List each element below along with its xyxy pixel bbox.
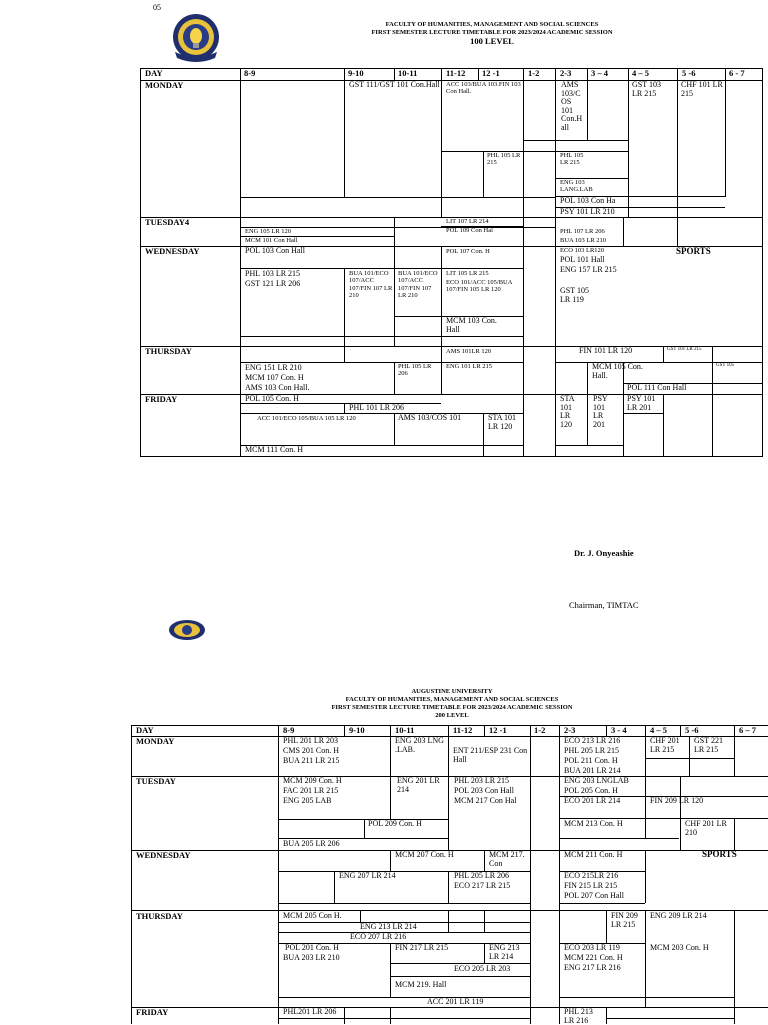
- class-cell: POL 201 Con. H: [285, 943, 339, 952]
- class-cell: STA 101 LR 120: [488, 413, 517, 431]
- class-cell: MCM 211 Con. H: [564, 850, 623, 859]
- class-cell: ENG 151 LR 210: [245, 363, 302, 372]
- class-cell: POL 103 Con Ha: [560, 196, 616, 205]
- class-cell: POL 101 Hall: [560, 255, 605, 264]
- class-cell: PHL 103 LR 215: [245, 269, 301, 278]
- class-cell: ENG 213 LR 214: [489, 943, 520, 961]
- class-cell: PHL 213 LR 216: [564, 1007, 593, 1025]
- class-cell: PHL 107 LR 206: [560, 228, 605, 235]
- class-cell: POL 103 Con Hall: [245, 246, 305, 255]
- col-2-3: 2-3: [564, 725, 576, 735]
- class-cell: GST 121 LR 206: [245, 279, 301, 288]
- class-cell: LIT 107 LR 214: [446, 218, 489, 225]
- session-title: FIRST SEMESTER LECTURE TIMETABLE FOR 2023/2024 ACADEMIC SESSION: [371, 29, 613, 36]
- class-cell: CMS 201 Con. H: [283, 746, 340, 755]
- class-cell: GST 105 LR 119: [560, 286, 589, 304]
- class-cell: BUA 211 LR 215: [283, 756, 340, 765]
- day-thursday: THURSDAY: [145, 346, 192, 356]
- col-3-4: 3 – 4: [591, 68, 608, 78]
- class-cell: BUA 103 LR 210: [560, 237, 607, 244]
- class-cell: BUA 101/ECO 107/ACC 107/FIN 107 LR 210: [349, 270, 393, 299]
- class-cell: ECO 207 LR 216: [350, 932, 407, 941]
- day-wednesday: WEDNESDAY: [136, 850, 191, 860]
- col-6-7: 6 – 7: [739, 725, 756, 735]
- day-friday: FRIDAY: [145, 394, 178, 404]
- class-cell: PHL 105 LR 215: [487, 152, 521, 167]
- class-cell: AMS 103/COS 101: [398, 413, 462, 422]
- class-cell: POL 105 Con. H: [245, 394, 299, 403]
- class-cell: MCM 217. Con: [489, 850, 525, 868]
- class-cell: GST 105: [716, 363, 735, 368]
- class-cell: ENG 203 LNGLAB: [564, 776, 629, 785]
- day-monday: MONDAY: [145, 80, 184, 90]
- class-cell: MCM 221 Con. H: [564, 953, 623, 962]
- class-cell: ECO 101/ACC 105/BUA 107/FIN 105 LR 120: [446, 279, 513, 294]
- class-cell: MCM 219. Hall: [395, 980, 447, 989]
- day-tuesday: TUESDAY4: [145, 217, 190, 227]
- class-cell: ENG 209 LR 214: [650, 911, 707, 920]
- class-cell: MCM 207 Con. H: [395, 850, 454, 859]
- col-12-1: 12 -1: [489, 725, 507, 735]
- class-cell: AMS 101LR 120: [446, 348, 492, 355]
- class-cell: MCM 101 Con Hall: [245, 237, 298, 244]
- class-cell: PHL 101 LR 206: [349, 403, 405, 412]
- class-cell: POL 207 Con Hall: [564, 891, 624, 900]
- class-cell: MCM 217 Con Hal: [454, 796, 517, 805]
- day-monday: MONDAY: [136, 736, 175, 746]
- class-cell: CHF 101 LR 215: [681, 80, 723, 98]
- class-cell: MCM 107 Con. H: [245, 373, 304, 382]
- class-cell: ENG 217 LR 216: [564, 963, 621, 972]
- class-cell: ENG 207 LR 214: [339, 871, 396, 880]
- class-cell: ECO 215LR 216: [564, 871, 619, 880]
- class-cell: ENG 201 LR 214: [397, 776, 440, 794]
- class-cell: ENG 157 LR 215: [560, 265, 617, 274]
- class-cell: PSY 101 LR 201: [627, 394, 656, 412]
- col-8-9: 8-9: [283, 725, 295, 735]
- col-5-6: 5 -6: [685, 725, 699, 735]
- class-cell: MCM 213 Con. H: [564, 819, 623, 828]
- col-9-10: 9-10: [349, 725, 365, 735]
- sports-label: SPORTS: [676, 246, 711, 256]
- col-day: DAY: [136, 725, 154, 735]
- class-cell: GST 221 LR 215: [694, 736, 723, 754]
- class-cell: CHF 201 LR 215: [650, 736, 680, 754]
- class-cell: FIN 217 LR 215: [395, 943, 449, 952]
- class-cell: MCM 111 Con. H: [245, 445, 304, 454]
- class-cell: MCM 105 Con. Hall.: [592, 362, 643, 380]
- university-name: AUGUSTINE UNIVERSITY: [411, 688, 493, 695]
- class-cell: PHL 201 LR 203: [283, 736, 339, 745]
- class-cell: FIN 209 LR 215: [611, 911, 638, 929]
- level-title: 100 LEVEL: [470, 36, 514, 46]
- class-cell: ENG 203 LNG .LAB.: [395, 736, 444, 754]
- day-wednesday: WEDNESDAY: [145, 246, 200, 256]
- faculty-title: FACULTY OF HUMANITIES, MANAGEMENT AND SOCIAL SCIENCES: [385, 21, 599, 28]
- faculty-title: FACULTY OF HUMANITIES, MANAGEMENT AND SOCIAL SCIENCES: [345, 696, 559, 703]
- class-cell: LIT 105 LR 215: [446, 270, 489, 277]
- col-11-12: 11-12: [446, 68, 466, 78]
- class-cell: ACC 103/BUA 103.FIN 103 Con Hall.: [446, 81, 521, 96]
- class-cell: PHL 205 LR 215: [564, 746, 620, 755]
- day-thursday: THURSDAY: [136, 911, 183, 921]
- class-cell: POL 205 Con. H: [564, 786, 618, 795]
- class-cell: MCM 209 Con. H: [283, 776, 342, 785]
- class-cell: FAC 201 LR 215: [283, 786, 339, 795]
- class-cell: MCM 203 Con. H: [650, 943, 709, 952]
- class-cell: ECO 205 LR 203: [454, 964, 511, 973]
- class-cell: PHL 105 LR 206: [398, 363, 432, 378]
- class-cell: GST 111/GST 101 Con.Hall: [349, 80, 440, 89]
- class-cell: ACC 101/ECO 105/BUA 105 LR 120: [257, 415, 356, 422]
- col-5-6: 5 -6: [682, 68, 696, 78]
- page-number: 05: [153, 3, 161, 12]
- class-cell: FIN 101 LR 120: [579, 346, 633, 355]
- class-cell: PSY 101 LR 210: [560, 207, 615, 216]
- col-4-5: 4 – 5: [650, 725, 667, 735]
- col-9-10: 9-10: [348, 68, 364, 78]
- day-friday: FRIDAY: [136, 1007, 169, 1017]
- session-title: FIRST SEMESTER LECTURE TIMETABLE FOR 2023/2024 ACADEMIC SESSION: [331, 704, 573, 711]
- class-cell: BUA 101/ECO 107/ACC 107/FIN 107 LR 210: [398, 270, 438, 299]
- signatory-title: Chairman, TIMTAC: [569, 600, 639, 610]
- class-cell: PHL 203 LR 215: [454, 776, 510, 785]
- class-cell: ENG 105 LR 120: [245, 228, 292, 235]
- col-10-11: 10-11: [398, 68, 418, 78]
- class-cell: POL 111 Con Hall: [627, 383, 687, 392]
- class-cell: ENG 213 LR 214: [360, 922, 417, 931]
- class-cell: ENG 205 LAB: [283, 796, 332, 805]
- col-1-2: 1-2: [534, 725, 546, 735]
- col-day: DAY: [145, 68, 163, 78]
- class-cell: PHL 105 LR 215: [560, 152, 584, 167]
- col-12-1: 12 -1: [482, 68, 500, 78]
- class-cell: ECO 213 LR 216: [564, 736, 621, 745]
- col-3-4: 3 - 4: [611, 725, 627, 735]
- class-cell: MCM 205 Con H.: [283, 911, 342, 920]
- signatory-name: Dr. J. Onyeashie: [574, 548, 634, 558]
- class-cell: PHL201 LR 206: [283, 1007, 337, 1016]
- class-cell: FIN 209 LR 120: [650, 796, 704, 805]
- class-cell: POL 203 Con Hall: [454, 786, 514, 795]
- class-cell: FIN 215 LR 215: [564, 881, 618, 890]
- sports-label: SPORTS: [702, 849, 737, 859]
- class-cell: BUA 203 LR 210: [283, 953, 340, 962]
- col-10-11: 10-11: [395, 725, 415, 735]
- class-cell: ENT 211/ESP 231 Con Hall: [453, 746, 528, 764]
- col-6-7: 6 - 7: [729, 68, 745, 78]
- class-cell: AMS 103/C OS 101 Con.H all: [561, 80, 583, 132]
- class-cell: ENG 101 LR 215: [446, 363, 493, 370]
- class-cell: POL 209 Con. H: [368, 819, 422, 828]
- class-cell: STA 101 LR 120: [560, 394, 575, 429]
- class-cell: ECO 201 LR 214: [564, 796, 621, 805]
- class-cell: POL 109 Con Hal: [446, 227, 493, 234]
- class-cell: ENG 103 LANG.LAB: [560, 179, 593, 194]
- class-cell: MCM 103 Con. Hall: [446, 316, 497, 334]
- class-cell: POL 107 Con. H: [446, 248, 490, 255]
- class-cell: ECO 217 LR 215: [454, 881, 511, 890]
- class-cell: CHF 201 LR 210: [685, 819, 727, 837]
- class-cell: PHL 205 LR 206: [454, 871, 510, 880]
- class-cell: GST 103 LR 215: [632, 80, 661, 98]
- class-cell: ECO 203 LR 119: [564, 943, 620, 952]
- class-cell: ECO 103 LR120: [560, 247, 605, 254]
- class-cell: BUA 205 LR 206: [283, 839, 340, 848]
- col-4-5: 4 – 5: [632, 68, 649, 78]
- col-11-12: 11-12: [453, 725, 473, 735]
- col-8-9: 8-9: [244, 68, 256, 78]
- class-cell: ACC 201 LR 119: [427, 997, 484, 1006]
- col-2-3: 2-3: [560, 68, 572, 78]
- class-cell: PSY 101 LR 201: [593, 394, 608, 429]
- class-cell: BUA 201 LR 214: [564, 766, 621, 775]
- col-1-2: 1-2: [528, 68, 540, 78]
- class-cell: POL 211 Con. H: [564, 756, 618, 765]
- class-cell: GST 101 LR 215: [667, 347, 702, 352]
- class-cell: AMS 103 Con Hall.: [245, 383, 310, 392]
- level-title: 200 LEVEL: [435, 712, 469, 719]
- day-tuesday: TUESDAY: [136, 776, 176, 786]
